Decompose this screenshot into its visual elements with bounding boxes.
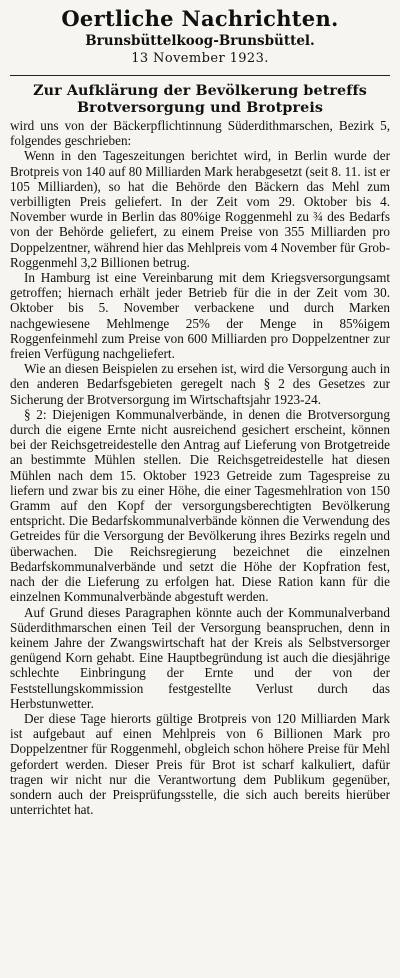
paragraph: § 2: Diejenigen Kommunalverbände, in denen die Brotversorgung durch die eigene Ernte nicht ausreichend gesichert erscheint, können bei der Reichsgetreidestelle den Antrag auf Lieferung von Brotgetreide an bestimmte Mühlen stellen. Die Reichsgetreidestelle hat diesen Mühlen nach dem 15. Oktober 1923 Getreide zum Tagespreise zu liefern und zwar bis zu einer Höhe, die einer Tagesmehlration von 150 Gramm auf den Kopf der versorgungsberechtigten Bevölkerung entspricht. Die Bedarfskommunalverbände können die Verwendung des Getreides für die Versorgung der Bevölkerung ihres Bezirks regeln und überwachen. Die Reichsregierung bezeichnet die einzelnen Bedarfskommunalverbände und setzt die Höhe der Kopfration fest, nach der die Lieferung zu erfolgen hat. Diese Ration kann für die einzelnen Kommunalverbände abgestuft werden. xyxy=(10,406,390,605)
dateline: 13 November 1923. xyxy=(131,51,269,66)
paragraph: Wie an diesen Beispielen zu ersehen ist, wird die Versorgung auch in den anderen Bedarfsgebieten geregelt nach § 2 des Gesetzes zur Sicherung der Brotversorgung im Wirtschaftsjahr 1923-24. xyxy=(10,361,390,407)
paragraph: In Hamburg ist eine Vereinbarung mit dem Kriegsversorgungsamt getroffen; hiernach erhält jeder Betrieb für die in der Zeit vom 30. Oktober bis 5. November verbackene und durch Marken nachgewiesene Mehlmenge 25% der Menge in 85%igem Roggenfeinmehl zum Preise von 600 Milliarden pro Doppelzentner zur freien Verfügung nachgeliefert. xyxy=(10,270,390,362)
article-body xyxy=(10,118,390,817)
paragraph: wird uns von der Bäckerpflichtinnung Süderdithmarschen, Bezirk 5, folgendes geschrieben: xyxy=(10,118,390,149)
divider xyxy=(10,75,390,76)
paragraph: Wenn in den Tageszeitungen berichtet wird, in Berlin wurde der Brotpreis von 140 auf 80 Milliarden Mark herabgesetzt (seit 8. 11. ist er 105 Milliarden), so hat die Behörde den Bäckern das Mehl zum verbilligten Preis geliefert. In der Zeit vom 29. Oktober bis 4. November wurde in Berlin das 80%ige Roggenmehl zu ¾ des Bedarfs von der Behörde geliefert, zu einem Preise von 355 Milliarden pro Doppelzentner, während hier das Mehlpreis vom 4 November für Grob-Roggenmehl 3,2 Billionen betrug. xyxy=(10,148,390,270)
paragraph: Der diese Tage hierorts gültige Brotpreis von 120 Milliarden Mark ist aufgebaut auf einen Mehlpreis von 6 Billionen Mark pro Doppelzentner für Roggenmehl, obgleich schon höhere Preise für Mehl gefordert werden. Dieser Preis für Brot ist scharf kalkuliert, dafür tragen wir nicht nur die Verantwortung dem Publikum gegenüber, sondern auch der Preisprüfungsstelle, die sich auch bereits hierüber unterrichtet hat. xyxy=(10,710,390,818)
paragraph: Auf Grund dieses Paragraphen könnte auch der Kommunalverband Süderdithmarschen einen Teil der Versorgung beanspruchen, denn in keinem Jahre der Zwangswirtschaft hat der Kreis als Selbstversorger genügend Korn gehabt. Eine Hauptbegründung ist auch die diesjährige schlechte Einbringung der Ernte und der von der Feststellungskommission festgestellte Verlust durch das Herbstunwetter. xyxy=(10,604,390,711)
headline-line-2: Brotversorgung und Brotpreis xyxy=(77,100,323,116)
section-title: Oertliche Nachrichten. xyxy=(61,6,339,31)
locality-subtitle: Brunsbüttelkoog-Brunsbüttel. xyxy=(85,33,315,49)
masthead xyxy=(10,6,390,67)
headline-line-1: Zur Aufklärung der Bevölkerung betreffs xyxy=(33,83,367,99)
article-headline xyxy=(10,83,390,117)
